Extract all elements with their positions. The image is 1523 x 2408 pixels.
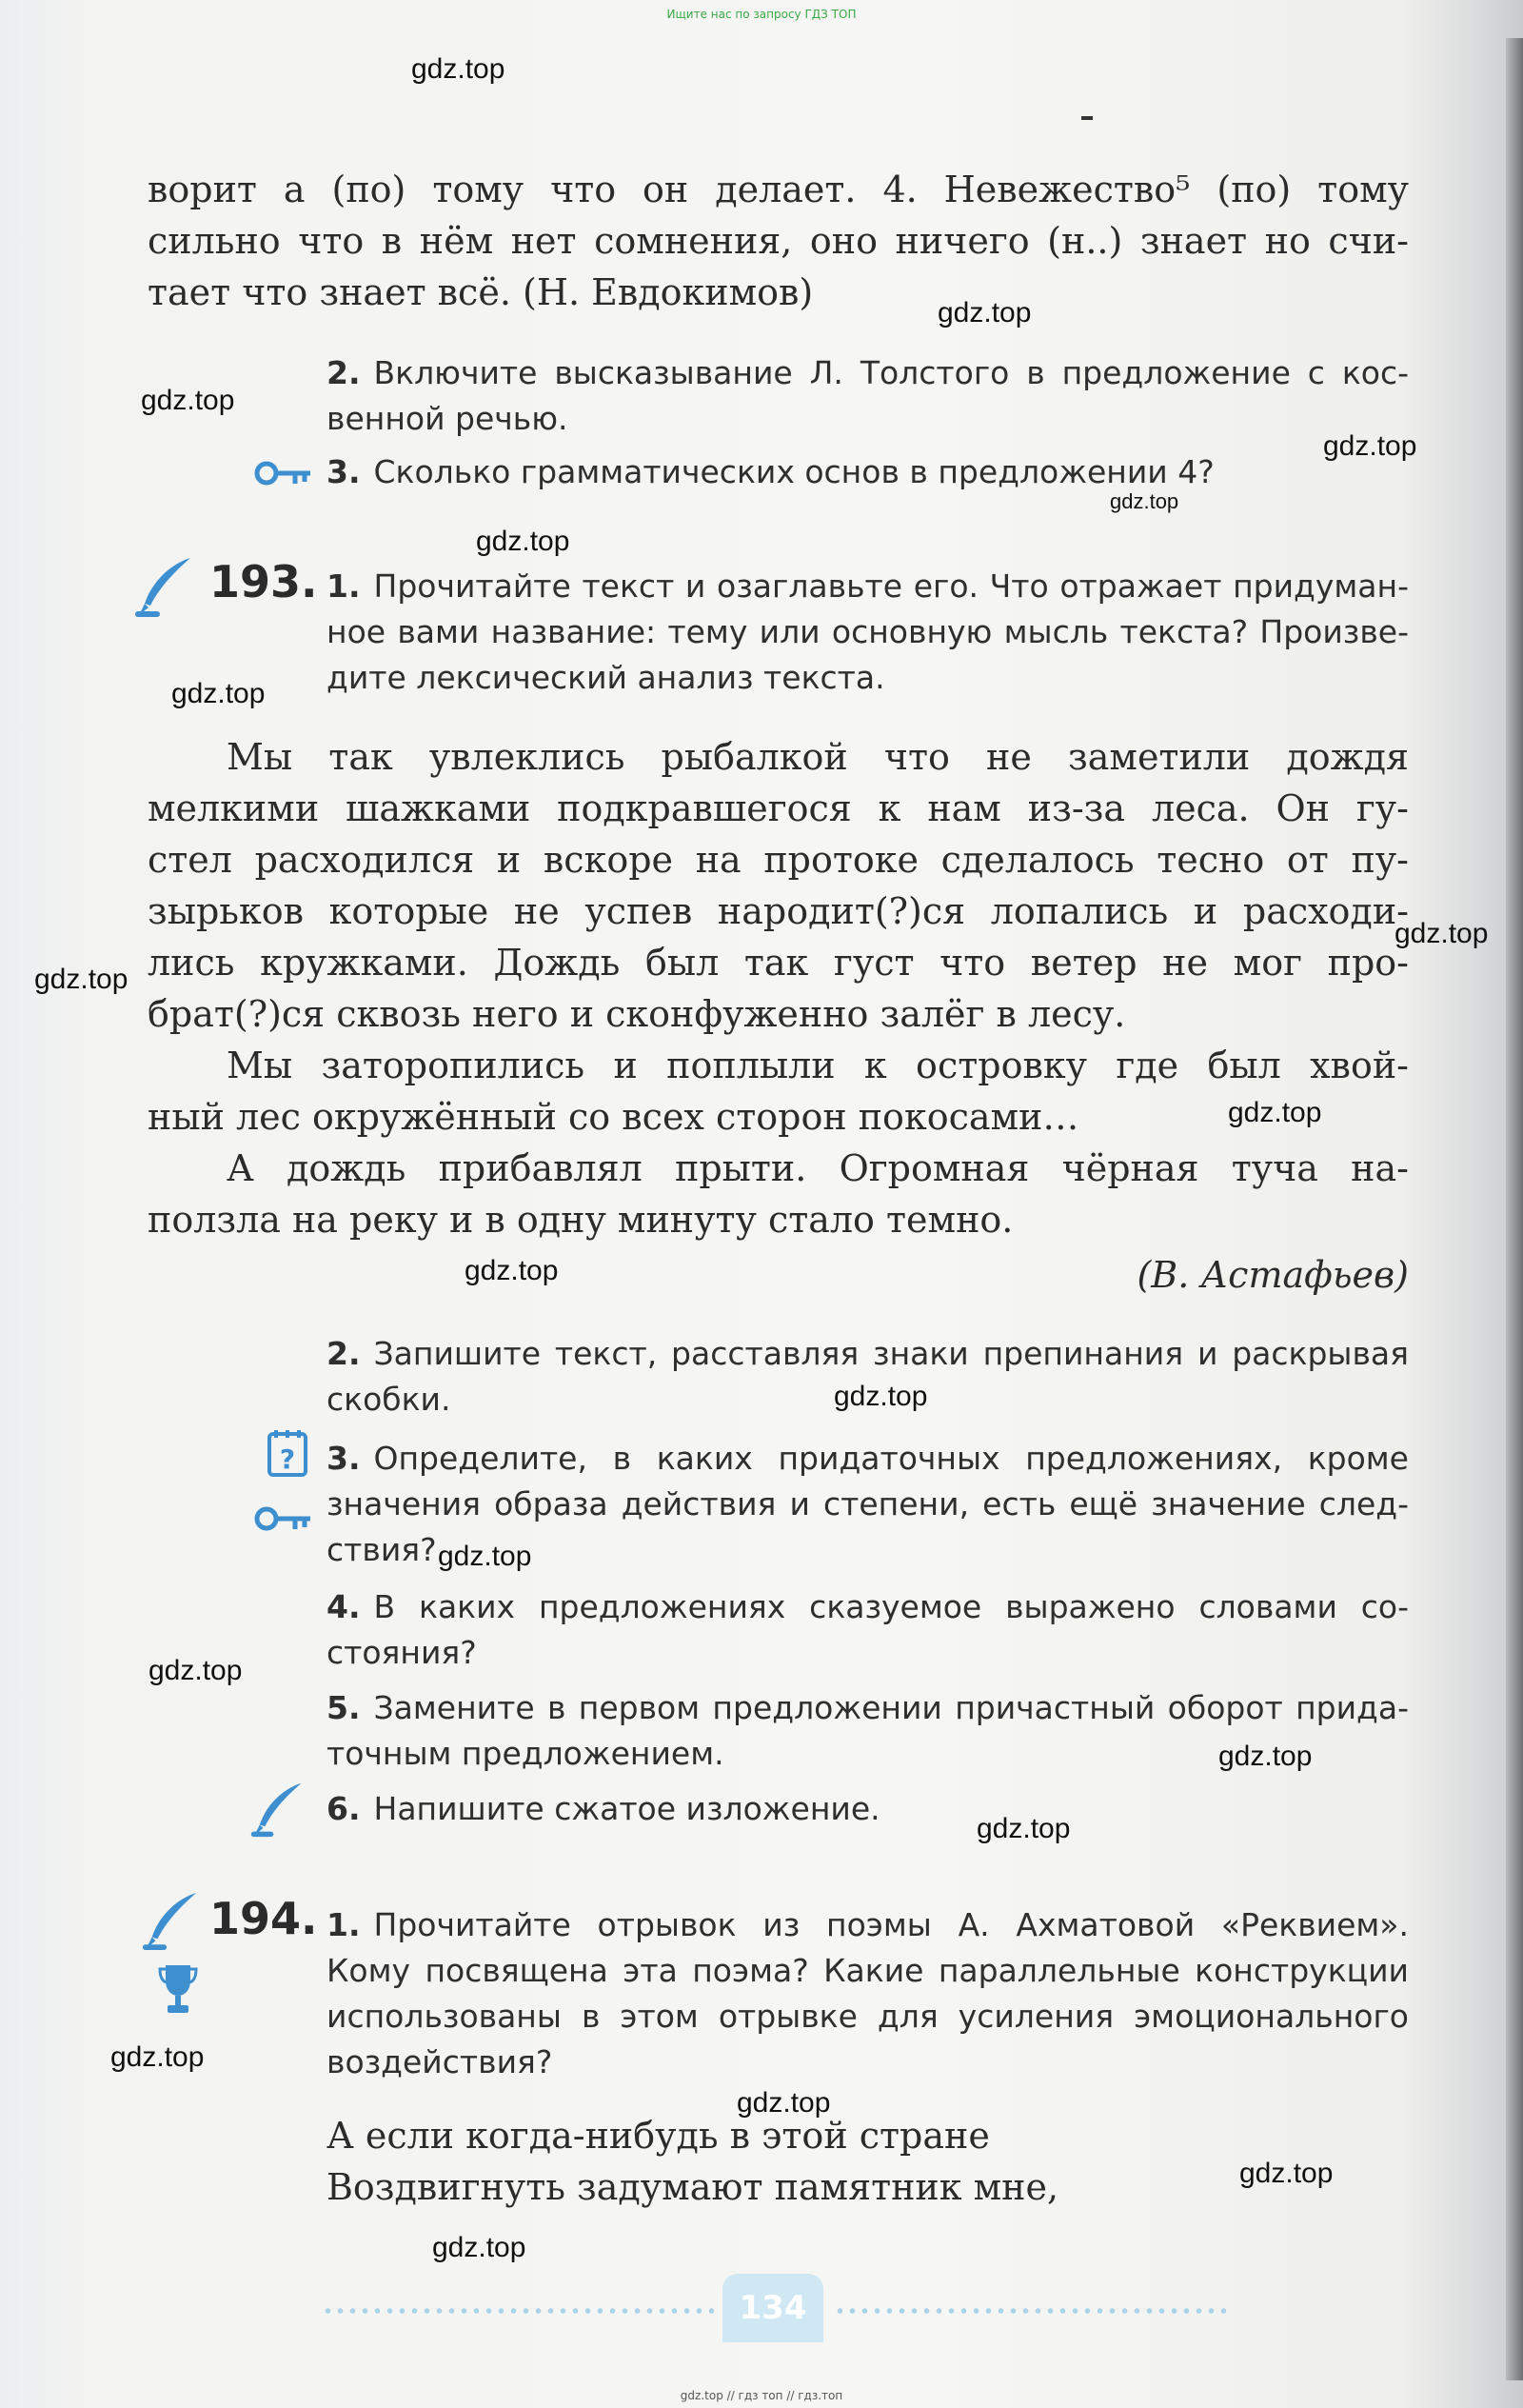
exercise-number: 194. <box>209 1893 318 1944</box>
text-line: ползла на реку и в одну минуту стало темно. <box>148 1199 1014 1241</box>
task-number: 3. <box>326 453 361 490</box>
exercise-number: 193. <box>209 556 318 607</box>
text-line: сильно что в нём нет сомнения, оно ничего (н..) знает но счи- <box>148 220 1409 262</box>
task-line: ствия? <box>326 1531 437 1568</box>
task-number: 4. <box>326 1588 361 1625</box>
text-line: брат(?)ся сквозь него и сконфуженно залёг в лесу. <box>148 993 1126 1035</box>
print-mark <box>1081 116 1093 120</box>
watermark: gdz.top <box>476 526 570 557</box>
quill-pen-icon <box>133 556 194 623</box>
task-line: 3. Сколько грамматических основ в предложении 4? <box>326 453 1215 490</box>
watermark: gdz.top <box>737 2087 831 2119</box>
footer-watermark: gdz.top // гдз топ // гдз.топ <box>680 2389 843 2402</box>
text-line: стел расходился и вскоре на протоке сделалось тесно от пу- <box>148 839 1409 881</box>
text-line: Мы так увлеклись рыбалкой что не заметили дождя <box>227 736 1409 778</box>
watermark: gdz.top <box>432 2232 526 2263</box>
watermark: gdz.top <box>834 1381 928 1412</box>
watermark: gdz.top <box>1239 2158 1334 2189</box>
task-line: 1. Прочитайте отрывок из поэмы А. Ахматовой «Реквием». <box>326 1906 1409 1943</box>
watermark: gdz.top <box>411 53 505 85</box>
quill-pen-icon <box>249 1781 305 1843</box>
task-line: использованы в этом отрывке для усиления эмоционального <box>326 1998 1409 2035</box>
text-line: ный лес окружённый со всех сторон покосами… <box>148 1096 1079 1138</box>
watermark: gdz.top <box>34 964 129 995</box>
task-number: 2. <box>326 1335 361 1372</box>
question-card-icon <box>267 1428 308 1482</box>
task-number: 6. <box>326 1790 361 1827</box>
watermark: gdz.top <box>1323 430 1417 462</box>
task-line: венной речью. <box>326 400 568 437</box>
task-line: 5. Замените в первом предложении причастный оборот прида- <box>326 1689 1409 1726</box>
trophy-icon <box>158 1961 198 2020</box>
quill-pen-icon <box>141 1891 200 1956</box>
watermark: gdz.top <box>1110 489 1179 513</box>
text-line: А дождь прибавлял прыти. Огромная чёрная туча на- <box>227 1147 1409 1189</box>
key-icon <box>253 459 312 491</box>
watermark: gdz.top <box>938 297 1032 328</box>
watermark: gdz.top <box>148 1655 243 1686</box>
text-line: Мы заторопились и поплыли к островку где был хвой- <box>227 1045 1409 1086</box>
watermark: gdz.top <box>1218 1741 1313 1772</box>
task-line: 4. В каких предложениях сказуемое выражено словами со- <box>326 1588 1409 1625</box>
dotted-rule-right <box>834 2308 1226 2314</box>
text-line: лись кружками. Дождь был так густ что ветер не мог про- <box>148 942 1409 984</box>
task-line: значения образа действия и степени, есть ещё значение след- <box>326 1485 1409 1522</box>
task-number: 2. <box>326 354 361 391</box>
task-number: 1. <box>326 567 361 605</box>
watermark: gdz.top <box>171 678 266 709</box>
task-line: 2. Запишите текст, расставляя знаки препинания и раскрывая <box>326 1335 1409 1372</box>
watermark: gdz.top <box>1228 1097 1322 1128</box>
watermark: gdz.top <box>438 1541 532 1572</box>
watermark: gdz.top <box>977 1813 1071 1844</box>
top-banner: Ищите нас по запросу ГДЗ ТОП <box>666 8 857 21</box>
text-line: зырьков которые не успев народит(?)ся лопались и расходи- <box>148 890 1409 932</box>
svg-text:?: ? <box>279 1443 296 1475</box>
task-line: дите лексический анализ текста. <box>326 659 885 696</box>
poem-line: А если когда-нибудь в этой стране <box>326 2115 990 2157</box>
watermark: gdz.top <box>141 385 235 416</box>
task-line: скобки. <box>326 1381 451 1418</box>
author: (В. Астафьев) <box>1137 1254 1409 1296</box>
task-line: точным предложением. <box>326 1735 724 1772</box>
task-line: 2. Включите высказывание Л. Толстого в предложение с кос- <box>326 354 1409 391</box>
text-line: мелкими шажками подкравшегося к нам из-за леса. Он гу- <box>148 787 1409 829</box>
text-line: ворит а (по) тому что он делает. 4. Невежество⁵ (по) тому <box>148 169 1409 210</box>
task-line: стояния? <box>326 1634 477 1671</box>
watermark: gdz.top <box>465 1255 559 1286</box>
task-number: 1. <box>326 1906 361 1943</box>
dotted-rule-left <box>322 2308 714 2314</box>
task-number: 5. <box>326 1689 361 1726</box>
poem-line: Воздвигнуть задумают памятник мне, <box>326 2166 1059 2208</box>
watermark: gdz.top <box>110 2041 205 2073</box>
task-number: 3. <box>326 1440 361 1477</box>
task-line: 6. Напишите сжатое изложение. <box>326 1790 880 1827</box>
key-icon <box>253 1504 312 1537</box>
page-number: 134 <box>722 2274 823 2342</box>
task-line: воздействия? <box>326 2043 553 2080</box>
task-line: Кому посвящена эта поэма? Какие параллельные конструкции <box>326 1952 1409 1989</box>
task-line: 1. Прочитайте текст и озаглавьте его. Что отражает придуман- <box>326 567 1409 605</box>
task-line: 3. Определите, в каких придаточных предложениях, кроме <box>326 1440 1409 1477</box>
book-spine-shadow <box>1506 38 1523 2380</box>
task-line: ное вами название: тему или основную мысль текста? Произве- <box>326 613 1409 650</box>
text-line: тает что знает всё. (Н. Евдокимов) <box>148 271 814 313</box>
watermark: gdz.top <box>1394 918 1489 949</box>
